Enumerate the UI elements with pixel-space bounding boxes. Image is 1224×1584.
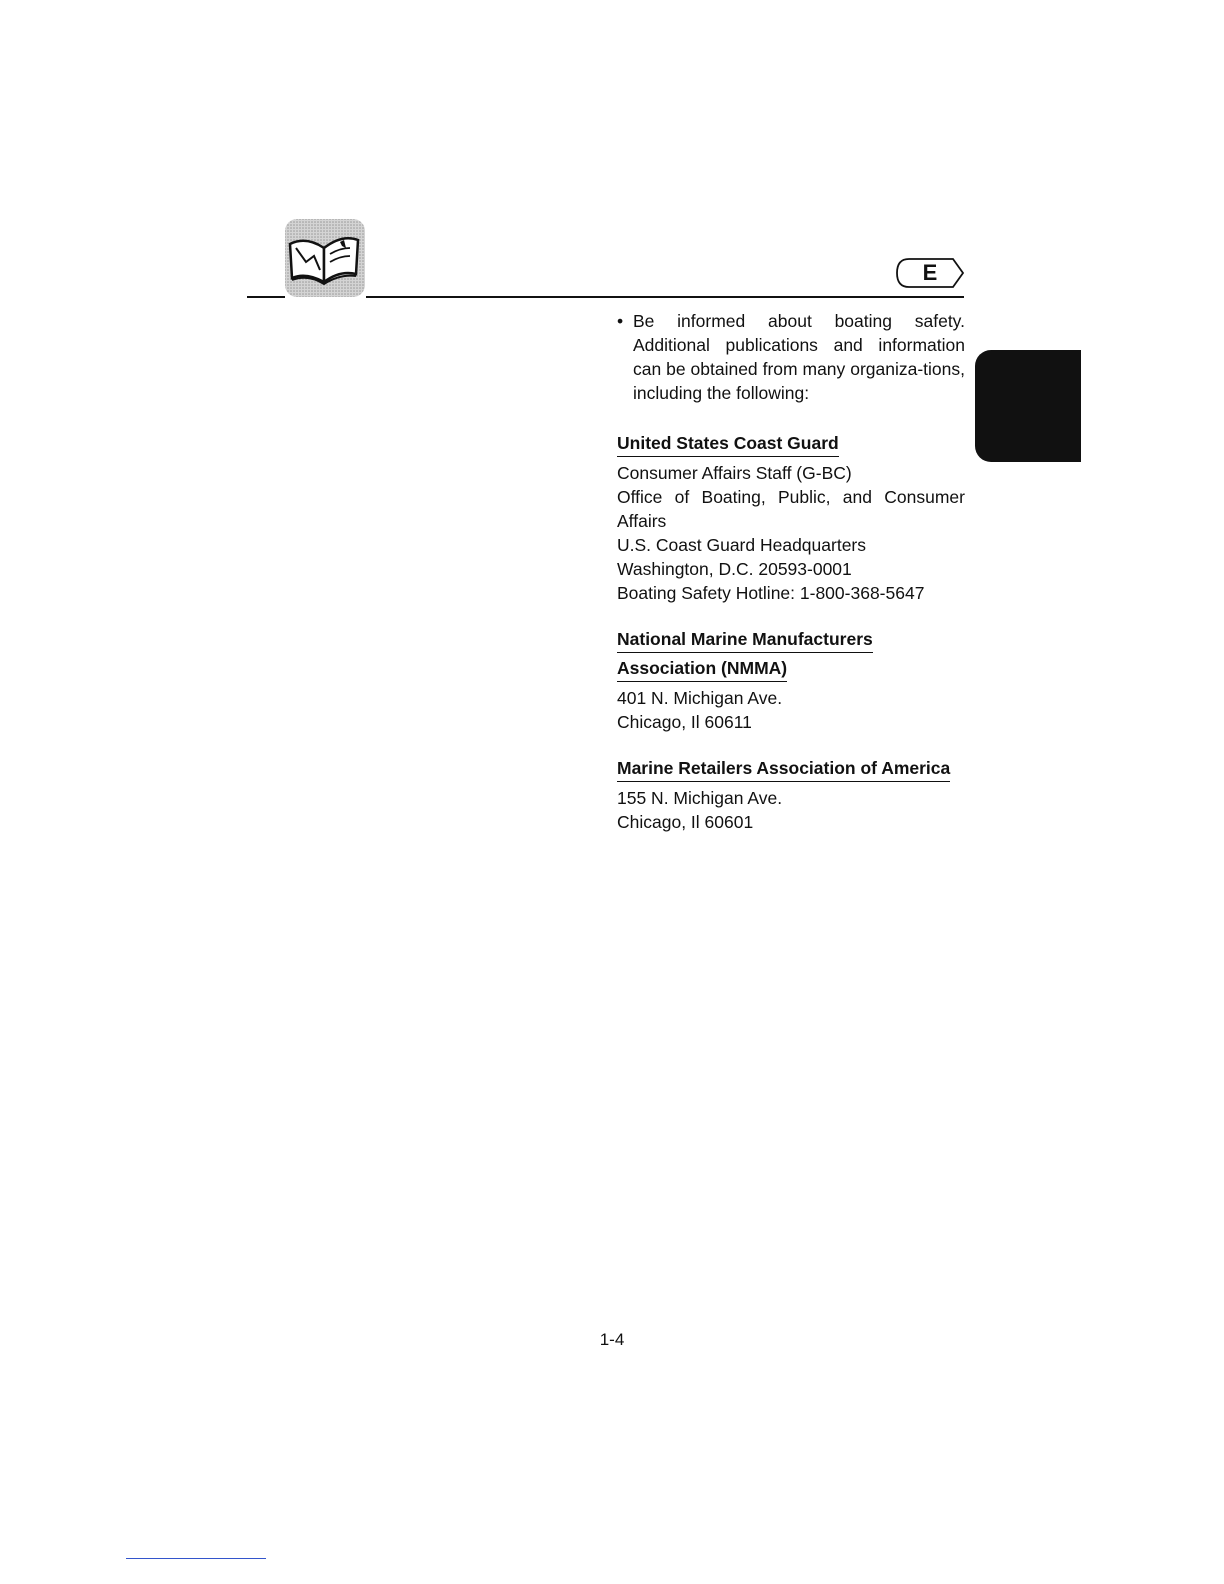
org-uscg-heading [617,431,965,457]
address-line: Consumer Affairs Staff (G-BC) [617,463,852,483]
org-mraa-heading [617,756,965,782]
address-line: Chicago, Il 60601 [617,812,754,832]
org-heading: United States Coast Guard [617,431,839,457]
org-heading: National Marine Manufacturers [617,627,873,653]
address-line: U.S. Coast Guard Headquarters [617,535,867,555]
org-uscg-address [617,461,965,605]
address-line: Boating Safety Hotline: 1-800-368-5647 [617,583,925,603]
org-heading: Association (NMMA) [617,656,787,682]
org-nmma-heading [617,627,965,682]
language-badge [895,257,965,289]
main-content [617,309,965,834]
address-line: 155 N. Michigan Ave. [617,788,783,808]
intro-bullet-item [617,309,965,405]
header-rule-right [366,296,964,298]
bullet-icon: • [617,311,624,331]
address-line: Washington, D.C. 20593-0001 [617,559,852,579]
footer-rule [126,1558,266,1559]
header-rule-left [247,296,285,298]
open-book-icon [284,218,366,298]
page-number: 1-4 [599,1330,625,1349]
org-nmma-address [617,686,965,734]
address-line: Office of Boating, Public, and Consumer Affairs [617,487,965,531]
address-line: Chicago, Il 60611 [617,712,752,732]
org-mraa-address [617,786,965,834]
address-line: 401 N. Michigan Ave. [617,688,783,708]
chapter-tab [975,350,1081,462]
org-heading: Marine Retailers Association of America [617,756,950,782]
language-badge-letter: E [922,260,938,285]
intro-text: Be informed about boating safety. Additional publications and information can be obtained from many organiza-tions, including the following: [633,311,965,403]
